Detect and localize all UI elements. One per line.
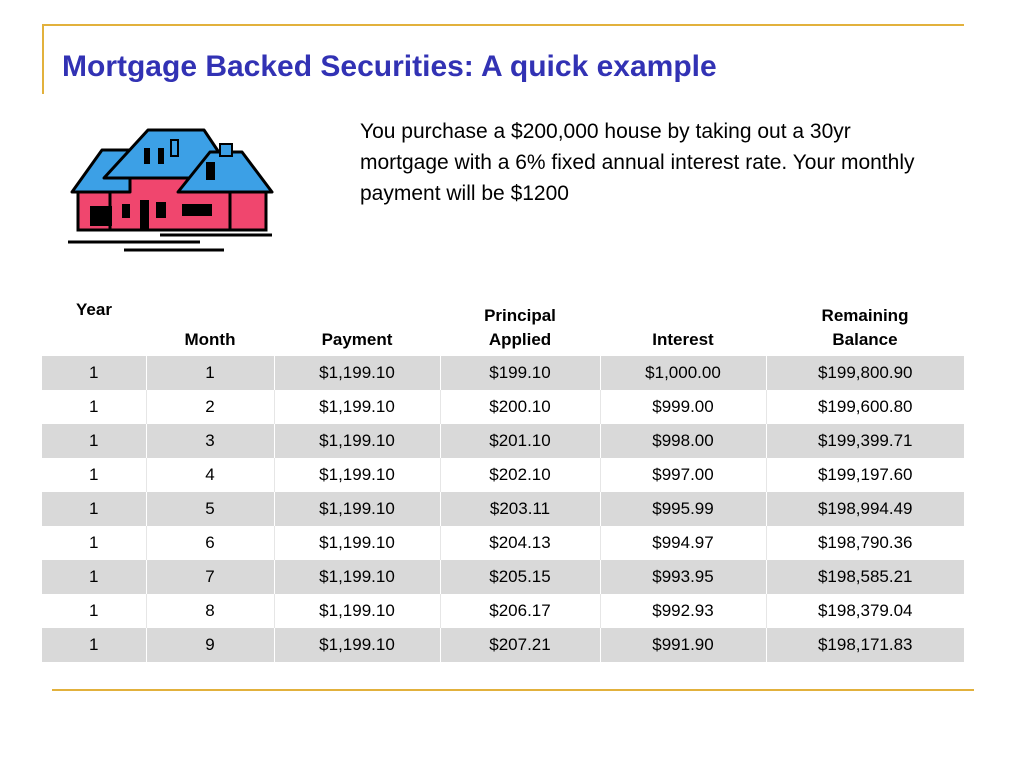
- header-year: Year: [76, 300, 112, 319]
- cell-remaining-balance: $199,800.90: [766, 356, 964, 390]
- table-row: [42, 628, 964, 662]
- cell-month: 7: [146, 560, 274, 594]
- cell-interest: $991.90: [600, 628, 766, 662]
- table-row: [42, 594, 964, 628]
- cell-year: 1: [42, 594, 146, 628]
- cell-remaining-balance: $198,994.49: [766, 492, 964, 526]
- cell-payment: $1,199.10: [274, 390, 440, 424]
- cell-payment: $1,199.10: [274, 594, 440, 628]
- cell-principal-applied: $202.10: [440, 458, 600, 492]
- table-row: [42, 390, 964, 424]
- cell-month: 4: [146, 458, 274, 492]
- table-row: [42, 424, 964, 458]
- cell-remaining-balance: $198,790.36: [766, 526, 964, 560]
- cell-remaining-balance: $198,171.83: [766, 628, 964, 662]
- left-rule: [42, 24, 44, 94]
- cell-year: 1: [42, 560, 146, 594]
- table-row: [42, 526, 964, 560]
- cell-interest: $997.00: [600, 458, 766, 492]
- cell-interest: $999.00: [600, 390, 766, 424]
- cell-year: 1: [42, 526, 146, 560]
- cell-month: 1: [146, 356, 274, 390]
- cell-year: 1: [42, 424, 146, 458]
- table-row: [42, 492, 964, 526]
- header-principal-applied: Principal Applied: [484, 306, 556, 349]
- cell-principal-applied: $199.10: [440, 356, 600, 390]
- cell-interest: $993.95: [600, 560, 766, 594]
- slide-title: Mortgage Backed Securities: A quick example: [62, 50, 717, 83]
- cell-month: 6: [146, 526, 274, 560]
- header-remaining-balance: Remaining Balance: [821, 306, 909, 349]
- cell-payment: $1,199.10: [274, 356, 440, 390]
- bottom-rule: [52, 689, 974, 691]
- cell-payment: $1,199.10: [274, 458, 440, 492]
- cell-month: 5: [146, 492, 274, 526]
- cell-principal-applied: $203.11: [440, 492, 600, 526]
- cell-month: 2: [146, 390, 274, 424]
- table-row: [42, 458, 964, 492]
- cell-principal-applied: $207.21: [440, 628, 600, 662]
- cell-principal-applied: $204.13: [440, 526, 600, 560]
- table-header-row: [42, 284, 964, 356]
- top-rule: [42, 24, 964, 26]
- cell-payment: $1,199.10: [274, 492, 440, 526]
- intro-text: You purchase a $200,000 house by taking out a 30yr mortgage with a 6% fixed annual interest rate. Your monthly payment will be $1200: [360, 120, 915, 205]
- header-month: Month: [184, 330, 236, 349]
- cell-payment: $1,199.10: [274, 526, 440, 560]
- house-clipart-icon: [68, 126, 274, 254]
- cell-principal-applied: $200.10: [440, 390, 600, 424]
- table-row: [42, 560, 964, 594]
- cell-month: 8: [146, 594, 274, 628]
- cell-principal-applied: $201.10: [440, 424, 600, 458]
- cell-year: 1: [42, 492, 146, 526]
- cell-payment: $1,199.10: [274, 560, 440, 594]
- cell-interest: $994.97: [600, 526, 766, 560]
- cell-principal-applied: $206.17: [440, 594, 600, 628]
- cell-interest: $1,000.00: [600, 356, 766, 390]
- cell-remaining-balance: $199,399.71: [766, 424, 964, 458]
- cell-interest: $995.99: [600, 492, 766, 526]
- cell-year: 1: [42, 356, 146, 390]
- cell-principal-applied: $205.15: [440, 560, 600, 594]
- table-body: [42, 356, 964, 662]
- cell-interest: $992.93: [600, 594, 766, 628]
- cell-remaining-balance: $198,585.21: [766, 560, 964, 594]
- cell-remaining-balance: $199,600.80: [766, 390, 964, 424]
- cell-remaining-balance: $199,197.60: [766, 458, 964, 492]
- cell-year: 1: [42, 458, 146, 492]
- cell-month: 3: [146, 424, 274, 458]
- cell-payment: $1,199.10: [274, 424, 440, 458]
- amortization-table: [42, 284, 964, 662]
- cell-remaining-balance: $198,379.04: [766, 594, 964, 628]
- header-interest: Interest: [652, 330, 714, 349]
- header-payment: Payment: [321, 330, 393, 349]
- cell-year: 1: [42, 628, 146, 662]
- table-row: [42, 356, 964, 390]
- cell-payment: $1,199.10: [274, 628, 440, 662]
- cell-interest: $998.00: [600, 424, 766, 458]
- cell-year: 1: [42, 390, 146, 424]
- cell-month: 9: [146, 628, 274, 662]
